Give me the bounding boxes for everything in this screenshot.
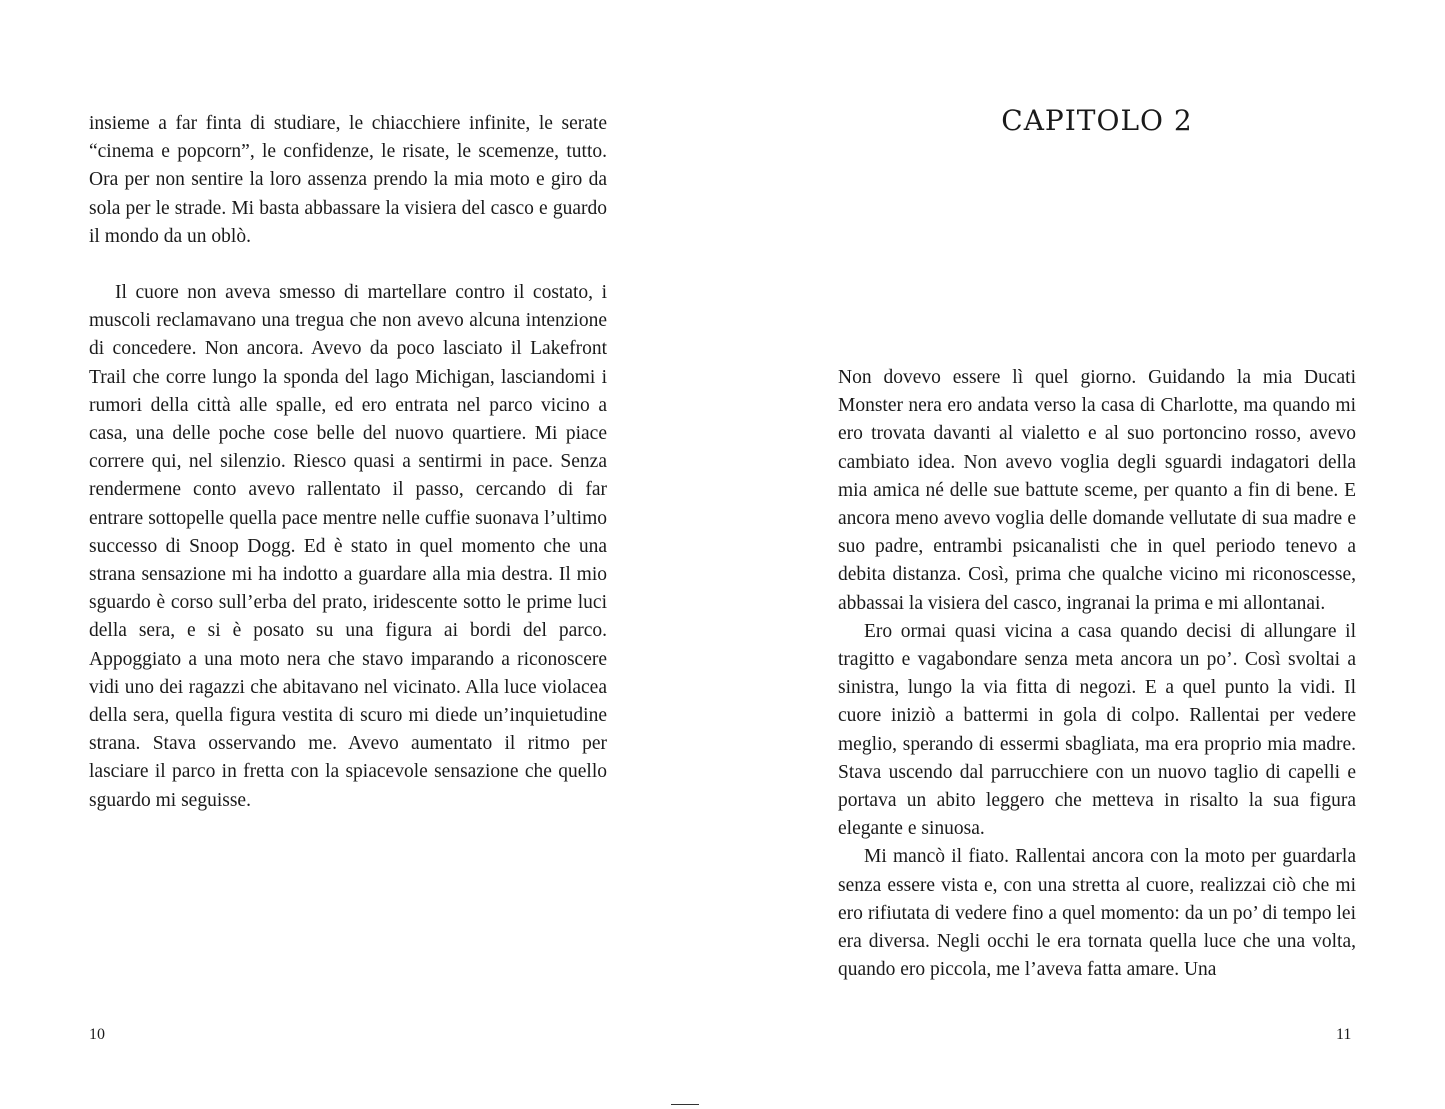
page-number-right: 11 [1336,1026,1352,1043]
left-paragraph-1: insieme a far finta di studiare, le chiacchiere infinite, le serate “cinema e popcorn”, le confidenze, le risate, le scemenze, tutto. Ora per non sentire la loro assenza prendo la mia moto e giro da sola per le strade. Mi basta abbassare la visiera del casco e guardo il mondo da un oblò. [89,113,607,247]
chapter-title: CAPITOLO 2 [1001,104,1193,137]
right-page-text [838,364,1356,984]
left-page-text [89,110,607,815]
right-paragraph-3: Mi mancò il fiato. Rallentai ancora con la moto per guardarla senza essere vista e, con una stretta al cuore, realizzai ciò che mi ero rifiutata di vedere fino a quel momento: da un po’ di tempo lei era diversa. Negli occhi le era tornata quella luce che una volta, quando ero piccola, me l’aveva fatta amare. Una [838,846,1356,981]
right-paragraph-1: Non dovevo essere lì quel giorno. Guidando la mia Ducati Monster nera ero andata verso la casa di Charlotte, ma quando mi ero trovata davanti al vialetto e al suo portoncino rosso, avevo cambiato idea. Non avevo voglia degli sguardi indagatori della mia amica né delle sue battute sceme, per quanto a fin di bene. E ancora meno avevo voglia delle domande vellutate di sua madre e suo padre, entrambi psicanalisti che in quel periodo tenevo a debita distanza. Così, prima che qualche vicino mi riconoscesse, abbassai la visiera del casco, ingranai la prima e mi allontanai. [838,367,1356,614]
left-paragraph-2: Il cuore non aveva smesso di martellare contro il costato, i muscoli reclamavano una tregua che non avevo alcuna intenzione di concedere. Non ancora. Avevo da poco lasciato il Lakefront Trail che corre lungo la sponda del lago Michigan, lasciandomi i rumori della città alle spalle, ed ero entrata nel parco vicino a casa, una delle poche cose belle del nuovo quartiere. Mi piace correre qui, nel silenzio. Riesco quasi a sentirmi in pace. Senza rendermene conto avevo rallentato il passo, cercando di far entrare sottopelle quella pace mentre nelle cuffie suonava l’ultimo successo di Snoop Dogg. Ed è stato in quel momento che una strana sensazione mi ha indotto a guardare alla mia destra. Il mio sguardo è corso sull’erba del prato, iridescente sotto le prime luci della sera, e si è posato su una figura ai bordi del parco. Appoggiato a una moto nera che stavo imparando a riconoscere vidi uno dei ragazzi che abitavano nel vicinato. Alla luce violacea della sera, quella figura vestita di scuro mi diede un’inquietudine strana. Stava osservando me. Avevo aumentato il ritmo per lasciare il parco in fretta con la spiacevole sensazione che quello sguardo mi seguisse. [89,282,607,811]
fold-mark [671,1104,699,1105]
right-paragraph-2: Ero ormai quasi vicina a casa quando decisi di allungare il tragitto e vagabondare senza meta ancora un po’. Così svoltai a sinistra, lungo la via fitta di negozi. E a quel punto la vidi. Il cuore iniziò a battermi in gola di colpo. Rallentai per vedere meglio, sperando di essermi sbagliata, ma era proprio mia madre. Stava uscendo dal parrucchiere con un nuovo taglio di capelli e portava un abito leggero che metteva in risalto la sua figura elegante e sinuosa. [838,620,1356,840]
page-number-left: 10 [89,1026,105,1043]
